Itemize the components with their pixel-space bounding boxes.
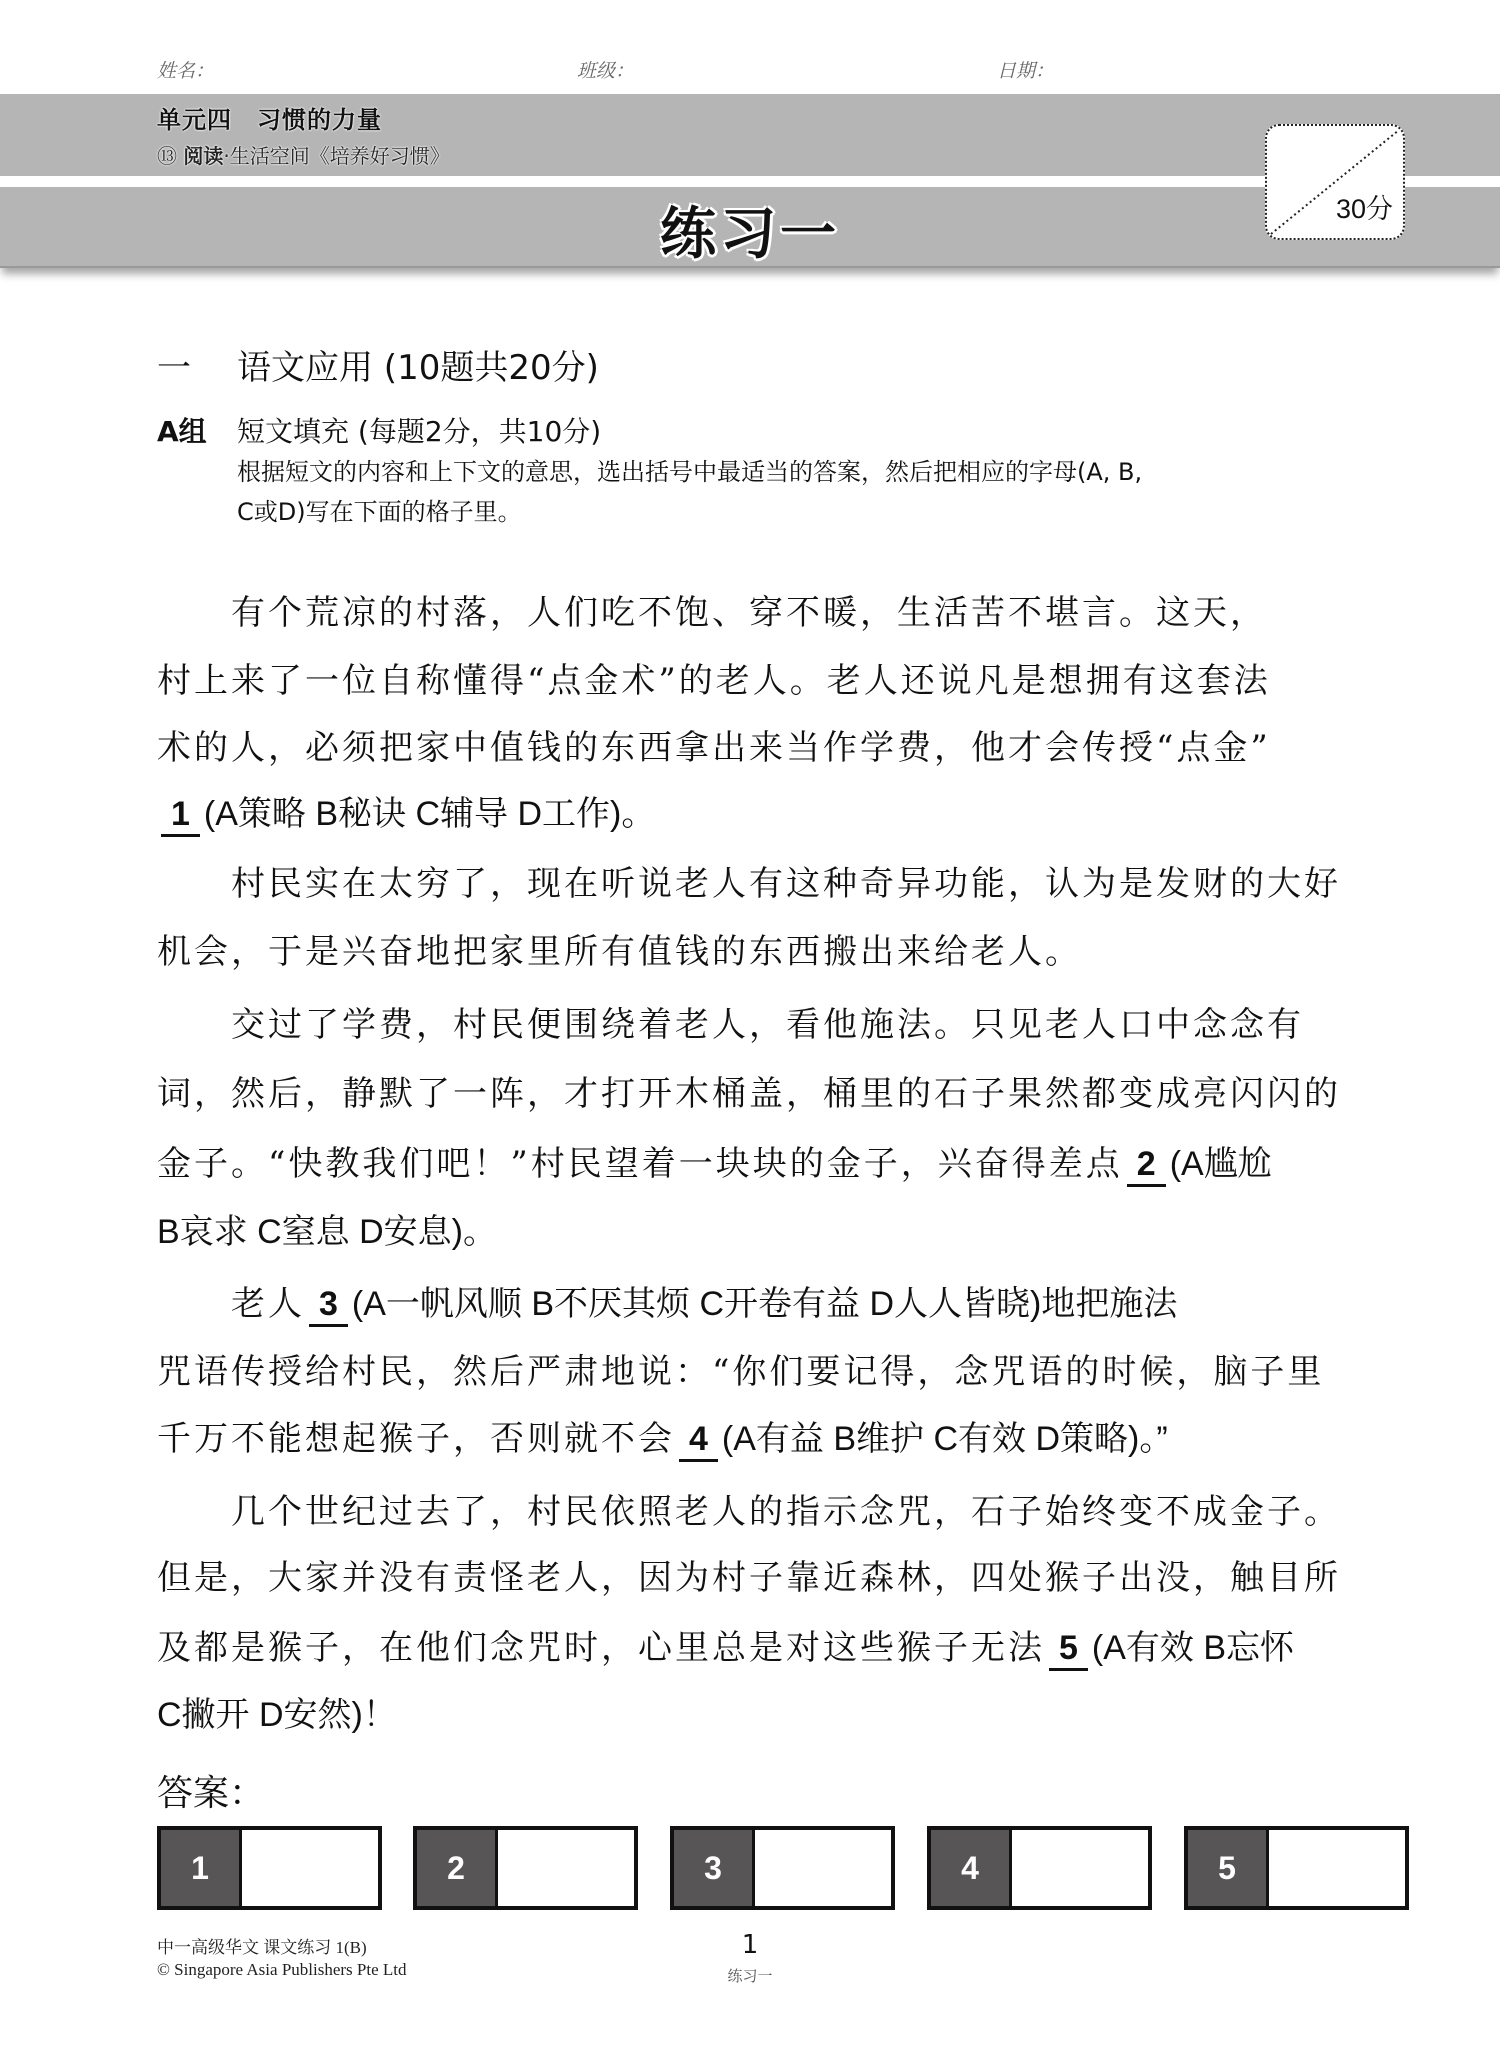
group-heading	[157, 410, 601, 450]
lesson-title: 生活空间《培养好习惯》	[229, 144, 450, 168]
passage-line: 金子。“快教我们吧！”村民望着一块块的金子，兴奋得差点 2 (A尴尬	[157, 1136, 1272, 1187]
answer-number: 4	[931, 1830, 1012, 1906]
lesson-subtitle	[157, 140, 450, 169]
total-score: 30分	[1335, 194, 1393, 224]
blank-1[interactable]: 1	[161, 795, 200, 837]
section-heading	[157, 340, 599, 389]
lesson-separator: ·	[223, 144, 230, 168]
answer-input-5[interactable]	[1269, 1830, 1405, 1906]
answer-input-3[interactable]	[755, 1830, 891, 1906]
student-info-bar	[157, 56, 1407, 86]
instruction-line-1: 根据短文的内容和上下文的意思，选出括号中最适当的答案，然后把相应的字母(A, B,	[237, 458, 1143, 486]
blank-4[interactable]: 4	[679, 1420, 718, 1462]
section-title: 语文应用 (10题共20分)	[237, 348, 599, 388]
passage-line: 但是，大家并没有责怪老人，因为村子靠近森林，四处猴子出没，触目所	[157, 1558, 1341, 1598]
page-label: 练习一	[727, 1967, 773, 1985]
passage-line: 村民实在太穷了，现在听说老人有这种奇异功能，认为是发财的大好	[157, 864, 1341, 904]
passage-line: 机会，于是兴奋地把家里所有值钱的东西搬出来给老人。	[157, 932, 1082, 972]
score-box	[1265, 124, 1405, 240]
page-number: 1	[741, 1930, 759, 1960]
answer-number: 5	[1188, 1830, 1269, 1906]
name-label: 姓名：	[157, 60, 215, 82]
answer-number: 2	[417, 1830, 498, 1906]
passage-line: 词，然后，静默了一阵，才打开木桶盖，桶里的石子果然都变成亮闪闪的	[157, 1074, 1341, 1114]
answer-box-5[interactable]	[1184, 1826, 1409, 1910]
passage-line: 咒语传授给村民，然后严肃地说：“你们要记得，念咒语的时候，脑子里	[157, 1352, 1325, 1392]
blank-5[interactable]: 5	[1049, 1629, 1088, 1671]
passage-line: 老人 3 (A一帆风顺 B不厌其烦 C开卷有益 D人人皆晓)地把施法	[157, 1276, 1177, 1327]
passage-line: 及都是猴子，在他们念咒时，心里总是对这些猴子无法 5 (A有效 B忘怀	[157, 1620, 1294, 1671]
passage-line: 交过了学费，村民便围绕着老人，看他施法。只见老人口中念念有	[157, 1005, 1304, 1045]
answer-number: 1	[161, 1830, 242, 1906]
passage-line: 术的人，必须把家中值钱的东西拿出来当作学费，他才会传授“点金”	[157, 728, 1271, 768]
lesson-type: 阅读	[183, 144, 224, 168]
answer-input-4[interactable]	[1012, 1830, 1148, 1906]
blank-3[interactable]: 3	[309, 1285, 348, 1327]
answer-box-3[interactable]	[670, 1826, 895, 1910]
passage-line: 千万不能想起猴子，否则就不会 4 (A有益 B维护 C有效 D策略)。”	[157, 1411, 1168, 1462]
answer-input-1[interactable]	[242, 1830, 378, 1906]
answer-input-2[interactable]	[498, 1830, 634, 1906]
group-label: A组	[157, 415, 207, 448]
book-title: 中一高级华文 课文练习 1(B)	[157, 1938, 367, 1957]
class-label: 班级：	[577, 60, 635, 82]
passage-line: 几个世纪过去了，村民依照老人的指示念咒，石子始终变不成金子。	[157, 1492, 1341, 1532]
group-title: 短文填充 (每题2分，共10分)	[237, 415, 602, 448]
copyright: © Singapore Asia Publishers Pte Ltd	[157, 1960, 407, 1979]
passage-line: C撇开 D安然)！	[157, 1696, 397, 1734]
answer-box-2[interactable]	[413, 1826, 638, 1910]
passage-line: B哀求 C窒息 D安息)。	[157, 1213, 497, 1251]
answer-box-1[interactable]	[157, 1826, 382, 1910]
answer-box-4[interactable]	[927, 1826, 1152, 1910]
date-label: 日期：	[997, 60, 1055, 82]
answers-label: 答案：	[157, 1773, 266, 1814]
blank-2[interactable]: 2	[1127, 1145, 1166, 1187]
lesson-number: ⑬	[157, 144, 177, 168]
instruction-line-2: C或D)写在下面的格子里。	[237, 498, 522, 526]
section-number: 一	[157, 348, 191, 388]
passage-line: 1 (A策略 B秘诀 C辅导 D工作)。	[157, 786, 655, 837]
exercise-title: 练习一	[660, 202, 840, 267]
passage-line: 村上来了一位自称懂得“点金术”的老人。老人还说凡是想拥有这套法	[157, 661, 1271, 701]
unit-title: 单元四 习惯的力量	[157, 106, 382, 134]
passage-line: 有个荒凉的村落，人们吃不饱、穿不暖，生活苦不堪言。这天，	[157, 593, 1267, 633]
answer-number: 3	[674, 1830, 755, 1906]
